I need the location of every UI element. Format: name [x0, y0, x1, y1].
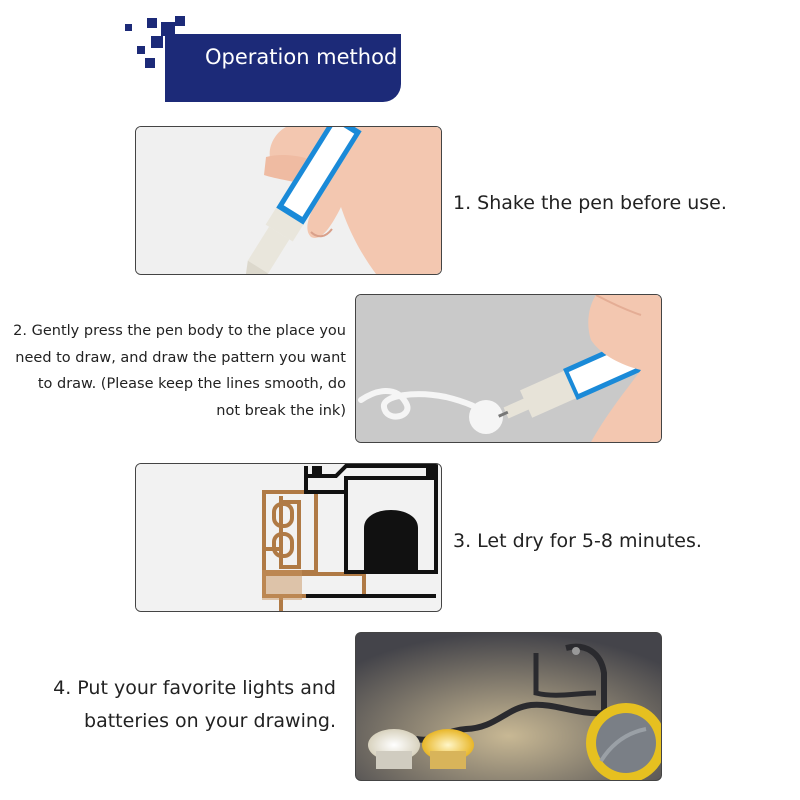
- pixel-decoration: [151, 36, 163, 48]
- pixel-decoration: [147, 18, 157, 28]
- step-3-photo: [135, 463, 442, 612]
- step-2-text: 2. Gently press the pen body to the place you need to draw, and draw the pattern you want to draw. (Please keep the lines smooth, do not break the ink): [13, 323, 346, 419]
- step-1-text: 1. Shake the pen before use.: [453, 192, 727, 214]
- step-2-photo: [355, 294, 662, 443]
- pixel-decoration: [175, 16, 185, 26]
- pixel-decoration: [125, 24, 132, 31]
- section-header: [125, 18, 415, 90]
- step-3-text: 3. Let dry for 5-8 minutes.: [453, 530, 702, 552]
- step-4-photo: [355, 632, 662, 781]
- step-4-text: 4. Put your favorite lights and batteries on your drawing.: [53, 677, 336, 732]
- step-1-photo: [135, 126, 442, 275]
- page-title: Operation method: [205, 45, 398, 69]
- pixel-decoration: [137, 46, 145, 54]
- pixel-decoration: [145, 58, 155, 68]
